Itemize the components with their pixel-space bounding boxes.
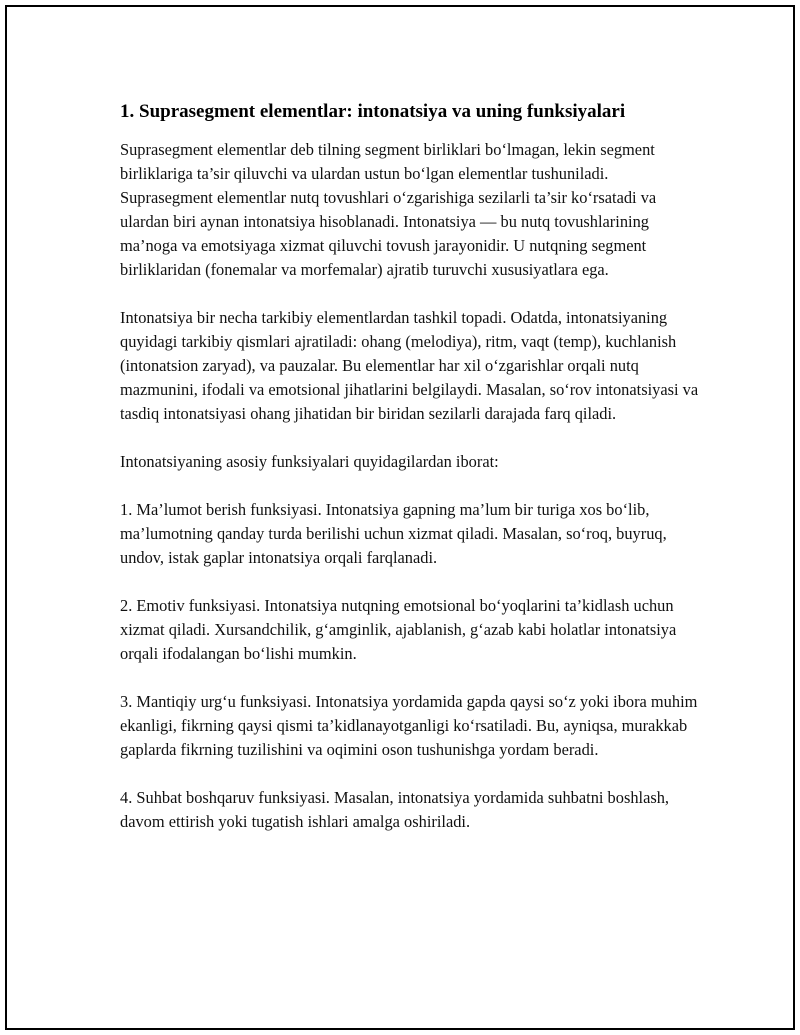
paragraph-components: Intonatsiya bir necha tarkibiy elementlardan tashkil topadi. Odatda, intonatsiyaning quyidagi tarkibiy qismlari ajratiladi: ohang (melodiya), ritm, vaqt (temp), kuchlanish (intonatsion zaryad), va pauzalar. Bu elementlar har xil o‘zgarishlar orqali nutq mazmunini, ifodali va emotsional jihatlarini belgilaydi. Masalan, so‘rov intonatsiyasi va tasdiq intonatsiyasi ohang jihatidan bir biridan sezilarli darajada farq qiladi.: [120, 308, 699, 423]
paragraph-function-1: 1. Ma’lumot berish funksiyasi. Intonatsiya gapning ma’lum bir turiga xos bo‘lib, ma’lumotning qanday turda berilishi uchun xizmat qiladi. Masalan, so‘roq, buyruq, undov, istak gaplar intonatsiya orqali farqlanadi.: [120, 500, 667, 567]
paragraph-function-2: 2. Emotiv funksiyasi. Intonatsiya nutqning emotsional bo‘yoqlarini ta’kidlash uchun xizmat qiladi. Xursandchilik, g‘amginlik, ajablanish, g‘azab kabi holatlar intonatsiya orqali ifodalangan bo‘lishi mumkin.: [120, 596, 677, 663]
paragraph-function-4: 4. Suhbat boshqaruv funksiyasi. Masalan, intonatsiya yordamida suhbatni boshlash, davom ettirish yoki tugatish ishlari amalga oshiriladi.: [120, 788, 670, 831]
section-heading: 1. Suprasegment elementlar: intonatsiya va uning funksiyalari: [120, 101, 626, 122]
paragraph-intro: Suprasegment elementlar deb tilning segment birliklari bo‘lmagan, lekin segment birliklariga ta’sir qiluvchi va ulardan ustun bo‘lgan elementlar tushuniladi. Suprasegment elementlar nutq tovushlari o‘zgarishiga sezilarli ta’sir ko‘rsatadi va ulardan biri aynan intonatsiya hisoblanadi. Intonatsiya — bu nutq tovushlarining ma’noga va emotsiyaga xizmat qiluvchi tovush jarayonidir. U nutqning segment birliklaridan (fonemalar va morfemalar) ajratib turuvchi xususiyatlara ega.: [120, 140, 657, 279]
paragraph-function-3: 3. Mantiqiy urg‘u funksiyasi. Intonatsiya yordamida gapda qaysi so‘z yoki ibora muhim ekanligi, fikrning qaysi qismi ta’kidlanayotganligi ko‘rsatiladi. Bu, ayniqsa, murakkab gaplarda fikrning tuzilishini va oqimini oson tushunishga yordam beradi.: [120, 692, 698, 759]
document-page: [5, 5, 795, 1030]
document-body: [120, 99, 700, 858]
paragraph-functions-lead: Intonatsiyaning asosiy funksiyalari quyidagilardan iborat:: [120, 452, 499, 471]
